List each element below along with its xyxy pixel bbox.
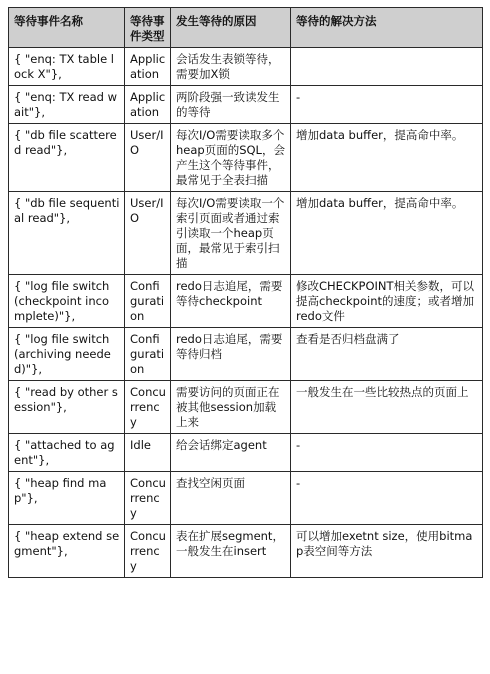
cell-wait-solution: 查看是否归档盘满了	[291, 328, 483, 381]
cell-event-name: { "read by other session"},	[9, 381, 125, 434]
cell-wait-solution: -	[291, 434, 483, 472]
header-wait-cause: 发生等待的原因	[171, 8, 291, 48]
cell-event-name: { "heap extend segment"},	[9, 525, 125, 578]
table-row	[9, 192, 483, 275]
cell-event-name: { "db file scattered read"},	[9, 124, 125, 192]
cell-event-type: User/IO	[125, 124, 171, 192]
table-row	[9, 86, 483, 124]
wait-events-table	[8, 7, 483, 578]
cell-wait-solution: 修改CHECKPOINT相关参数，可以提高checkpoint的速度；或者增加redo文件	[291, 275, 483, 328]
cell-wait-cause: 两阶段强一致读发生的等待	[171, 86, 291, 124]
cell-event-name: { "attached to agent"},	[9, 434, 125, 472]
table-row	[9, 124, 483, 192]
table-row	[9, 275, 483, 328]
cell-event-name: { "log file switch(archiving needed)"},	[9, 328, 125, 381]
cell-event-name: { "enq: TX table lock X"},	[9, 48, 125, 86]
cell-event-type: Idle	[125, 434, 171, 472]
cell-event-name: { "log file switch(checkpoint incomplete)"},	[9, 275, 125, 328]
cell-wait-cause: 给会话绑定agent	[171, 434, 291, 472]
cell-event-name: { "db file sequential read"},	[9, 192, 125, 275]
cell-wait-solution: 可以增加exetnt size，使用bitmap表空间等方法	[291, 525, 483, 578]
table-row	[9, 328, 483, 381]
cell-event-type: Concurrency	[125, 525, 171, 578]
cell-event-name: { "heap find map"},	[9, 472, 125, 525]
table-row	[9, 434, 483, 472]
header-event-type: 等待事件类型	[125, 8, 171, 48]
cell-wait-cause: redo日志追尾，需要等待归档	[171, 328, 291, 381]
table-row	[9, 48, 483, 86]
cell-wait-solution: 增加data buffer，提高命中率。	[291, 124, 483, 192]
cell-event-type: Configuration	[125, 275, 171, 328]
header-event-name: 等待事件名称	[9, 8, 125, 48]
cell-event-name: { "enq: TX read wait"},	[9, 86, 125, 124]
cell-wait-solution: 增加data buffer，提高命中率。	[291, 192, 483, 275]
cell-wait-cause: 每次I/O需要读取多个heap页面的SQL，会产生这个等待事件，最常见于全表扫描	[171, 124, 291, 192]
cell-wait-cause: 查找空闲页面	[171, 472, 291, 525]
cell-event-type: User/IO	[125, 192, 171, 275]
cell-wait-cause: 会话发生表锁等待，需要加X锁	[171, 48, 291, 86]
table-row	[9, 525, 483, 578]
cell-wait-solution: -	[291, 86, 483, 124]
cell-event-type: Concurrency	[125, 381, 171, 434]
table-header-row	[9, 8, 483, 48]
cell-wait-cause: 每次I/O需要读取一个索引页面或者通过索引读取一个heap页面，最常见于索引扫描	[171, 192, 291, 275]
cell-wait-cause: 需要访问的页面正在被其他session加载上来	[171, 381, 291, 434]
cell-wait-cause: redo日志追尾，需要等待checkpoint	[171, 275, 291, 328]
cell-event-type: Configuration	[125, 328, 171, 381]
header-wait-solution: 等待的解决方法	[291, 8, 483, 48]
cell-wait-cause: 表在扩展segment，一般发生在insert	[171, 525, 291, 578]
cell-wait-solution: 一般发生在一些比较热点的页面上	[291, 381, 483, 434]
table-row	[9, 381, 483, 434]
cell-event-type: Concurrency	[125, 472, 171, 525]
cell-wait-solution	[291, 48, 483, 86]
cell-wait-solution: -	[291, 472, 483, 525]
table-row	[9, 472, 483, 525]
cell-event-type: Application	[125, 48, 171, 86]
cell-event-type: Application	[125, 86, 171, 124]
